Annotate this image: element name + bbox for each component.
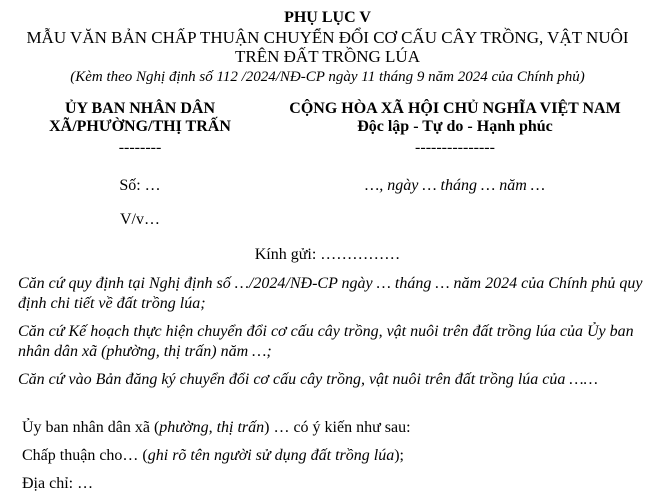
opinion-suffix: ) … có ý kiến như sau: xyxy=(264,419,411,436)
basis-paragraph-2: Căn cứ Kế hoạch thực hiện chuyển đổi cơ cấu cây trồng, vật nuôi trên đất trồng lúa của Ủy ban nhân dân xã (phường, thị trấn) năm …; xyxy=(18,323,634,360)
approval-prefix: Chấp thuận cho… ( xyxy=(22,447,148,464)
document-date: …, ngày … tháng … năm … xyxy=(364,177,545,194)
document-number: Số: … xyxy=(119,177,161,194)
approval-paragraph xyxy=(22,446,404,466)
basis-paragraph-3: Căn cứ vào Bản đăng ký chuyển đổi cơ cấu cây trồng, vật nuôi trên đất trồng lúa của …… xyxy=(18,371,598,388)
decree-note: (Kèm theo Nghị định số 112 /2024/NĐ-CP ngày 11 tháng 9 năm 2024 của Chính phủ) xyxy=(70,69,585,85)
form-title-line1: MẪU VĂN BẢN CHẤP THUẬN CHUYỂN ĐỔI CƠ CẤU CÂY TRỒNG, VẬT NUÔI xyxy=(26,28,629,47)
opinion-italic: phường, thị trấn xyxy=(159,419,265,436)
address-line: Địa chỉ: … xyxy=(22,475,94,492)
approval-italic: ghi rõ tên người sử dụng đất trồng lúa xyxy=(147,447,395,464)
appendix-title: PHỤ LỤC V xyxy=(284,9,371,26)
opinion-prefix: Ủy ban nhân dân xã ( xyxy=(22,419,160,436)
national-title: CỘNG HÒA XÃ HỘI CHỦ NGHĨA VIỆT NAM xyxy=(289,100,621,117)
recipient-line: Kính gửi: …………… xyxy=(254,246,401,263)
form-title-line2: TRÊN ĐẤT TRỒNG LÚA xyxy=(235,47,420,66)
issuer-divider: -------- xyxy=(118,139,162,156)
basis-paragraph-1: Căn cứ quy định tại Nghị định số …/2024/NĐ-CP ngày … tháng … năm 2024 của Chính phủ quy định chi tiết về đất trồng lúa; xyxy=(18,275,643,312)
opinion-paragraph xyxy=(22,418,411,438)
national-divider: --------------- xyxy=(415,139,495,156)
issuer-line2: XÃ/PHƯỜNG/THỊ TRẤN xyxy=(49,118,231,135)
document-subject: V/v… xyxy=(120,211,160,228)
approval-suffix: ); xyxy=(394,447,404,464)
national-motto: Độc lập - Tự do - Hạnh phúc xyxy=(357,118,553,135)
issuer-line1: ỦY BAN NHÂN DÂN xyxy=(64,100,216,117)
